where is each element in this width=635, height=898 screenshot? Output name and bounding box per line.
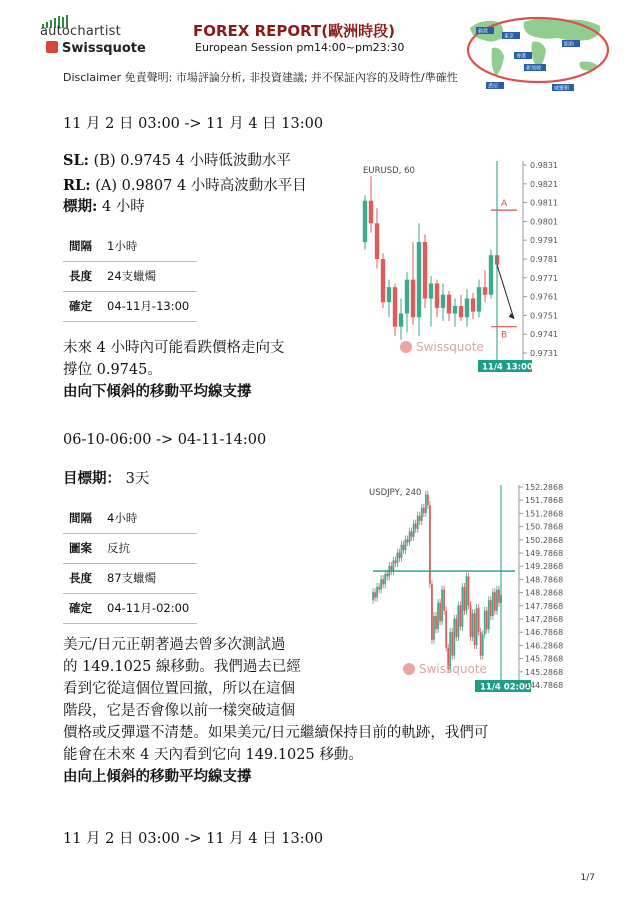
candle-body <box>405 280 409 314</box>
y-tick-label: 144.7868 <box>525 681 564 690</box>
table-key: 確定 <box>63 291 101 321</box>
y-tick-label: 146.7868 <box>525 628 564 638</box>
candle-body <box>384 574 386 585</box>
candle-body <box>417 516 419 529</box>
candle-body <box>437 603 439 629</box>
candle-body <box>439 603 441 621</box>
candle-body <box>393 287 397 326</box>
section1-info-table <box>63 231 197 322</box>
map-label-sydney: 悉尼 <box>488 83 499 90</box>
sl-line <box>63 150 291 172</box>
section3-date-range: 11 月 2 日 03:00 -> 11 月 4 日 13:00 <box>63 831 324 847</box>
candle-body <box>462 587 464 627</box>
candle-body <box>477 287 481 311</box>
candle-body <box>435 616 437 629</box>
candle-body <box>494 592 496 610</box>
y-tick-label: 147.2868 <box>525 615 564 624</box>
y-tick-label: 145.7868 <box>525 654 564 664</box>
table-value: 87支蠟燭 <box>101 563 197 593</box>
eurusd-chart <box>357 157 567 377</box>
candle-body <box>435 283 439 307</box>
candle-body <box>417 242 421 317</box>
table-row <box>63 563 197 593</box>
map-label-london: 倫敦 <box>478 28 489 35</box>
candle-body <box>401 545 403 558</box>
candle-body <box>459 306 463 317</box>
table-value: 24支蠟燭 <box>101 261 197 291</box>
table-row <box>63 533 197 563</box>
y-tick-label: 0.9751 <box>530 311 558 321</box>
candle-body <box>486 611 488 629</box>
section2-date-range: 06-10-06:00 -> 04-11-14:00 <box>63 432 267 448</box>
sl-text: (B) 0.9745 4 小時低波動水平 <box>89 153 291 169</box>
target-text: 3天 <box>121 471 150 487</box>
candle-body <box>478 608 480 632</box>
y-tick-label: 148.2868 <box>525 588 564 598</box>
candle-body <box>363 201 367 242</box>
candle-body <box>457 605 459 637</box>
candle-body <box>447 295 451 314</box>
time-label: 11/4 02:00 <box>480 682 531 693</box>
candle-body <box>474 613 476 645</box>
disclaimer: Disclaimer 免責聲明: 市場評論分析, 非投資建議; 并不保証內容的及時性/準確性 <box>63 71 458 84</box>
usdjpy-chart <box>365 481 580 694</box>
paragraph-line: 看到它從這個位置回撤，所以在這個 <box>63 681 295 697</box>
candle-body <box>415 524 417 529</box>
y-tick-label: 0.9771 <box>530 273 558 283</box>
level-marker-label: A <box>501 199 508 210</box>
candle-body <box>472 613 474 637</box>
map-label-singapore: 新加坡 <box>526 65 542 72</box>
candle-body <box>381 259 385 302</box>
y-tick-label: 0.9811 <box>530 198 558 208</box>
table-row <box>63 503 197 533</box>
chart-title: USDJPY, 240 <box>369 488 422 498</box>
candle-body <box>419 516 421 521</box>
candle-body <box>411 532 413 537</box>
candle-body <box>441 590 443 622</box>
y-tick-label: 0.9761 <box>530 292 558 302</box>
time-label: 11/4 13:00 <box>482 362 533 373</box>
candle-body <box>386 574 388 577</box>
section1-conclusion: 由向下傾斜的移動平均線支撐 <box>63 383 252 400</box>
world-sessions-map <box>462 10 614 92</box>
candle-body <box>387 287 391 302</box>
y-tick-label: 146.2868 <box>525 641 564 651</box>
candle-body <box>488 600 490 629</box>
candle-body <box>453 619 455 656</box>
paragraph-line: 階段，它是否會像以前一樣突破這個 <box>63 703 295 719</box>
y-tick-label: 145.2868 <box>525 667 564 677</box>
map-label-newyork: 紐約 <box>564 41 575 48</box>
y-tick-label: 149.2868 <box>525 562 564 572</box>
section2-conclusion: 由向上傾斜的移動平均線支撐 <box>63 768 252 785</box>
candle-body <box>482 634 484 655</box>
candle-body <box>372 592 374 600</box>
chart-title: EURUSD, 60 <box>363 166 415 176</box>
y-tick-label: 149.7868 <box>525 549 564 558</box>
report-title: FOREX REPORT(歐洲時段) <box>193 22 395 40</box>
candle-body <box>483 287 487 295</box>
autochartist-wordmark: autochartist <box>40 24 121 39</box>
map-label-tokyo: 東京 <box>504 33 515 40</box>
candle-body <box>492 592 494 616</box>
y-tick-label: 152.2868 <box>525 483 564 492</box>
candle-body <box>423 242 427 298</box>
watermark-text: Swissquote <box>419 662 487 676</box>
table-row <box>63 291 197 321</box>
candle-body <box>380 579 382 590</box>
table-key: 圖案 <box>63 533 101 563</box>
rl-text: (A) 0.9807 4 小時高波動水平目 <box>90 178 307 194</box>
candle-body <box>464 587 466 611</box>
section2-target-line <box>63 468 149 490</box>
candle-body <box>429 505 431 584</box>
y-tick-label: 151.2868 <box>525 509 564 519</box>
table-key: 間隔 <box>63 503 101 533</box>
swissquote-logo <box>46 41 146 56</box>
y-tick-label: 0.9741 <box>530 330 558 340</box>
candle-body <box>392 561 394 572</box>
table-value: 反抗 <box>101 533 197 563</box>
y-tick-label: 0.9781 <box>530 255 558 264</box>
candle-body <box>425 495 427 513</box>
candle-body <box>466 576 468 610</box>
table-row <box>63 593 197 623</box>
table-value: 04-11月-02:00 <box>101 593 197 623</box>
rl-label: RL: <box>63 177 91 194</box>
y-tick-label: 0.9731 <box>530 349 558 358</box>
candle-body <box>468 576 470 605</box>
target-label: 標期: <box>63 198 98 215</box>
y-tick-label: 151.7868 <box>525 496 564 506</box>
table-key: 確定 <box>63 593 101 623</box>
candle-body <box>374 592 376 597</box>
candle-body <box>399 314 403 327</box>
candle-body <box>459 605 461 626</box>
map-label-wellington: 威靈頓 <box>554 85 570 92</box>
candle-body <box>376 587 378 598</box>
candle-body <box>405 539 407 550</box>
report-subtitle: European Session pm14:00~pm23:30 <box>195 41 405 54</box>
candle-body <box>411 280 415 318</box>
swissquote-icon <box>46 41 58 53</box>
candle-body <box>403 545 405 550</box>
swissquote-wordmark: Swissquote <box>62 41 146 56</box>
y-tick-label: 147.7868 <box>525 601 564 611</box>
map-label-hongkong: 香港 <box>516 53 527 60</box>
candle-body <box>423 508 425 513</box>
candle-body <box>433 616 435 640</box>
paragraph-line: 的 149.1025 線移動。我們過去已經 <box>63 659 301 675</box>
candle-body <box>369 201 373 224</box>
candle-body <box>431 584 433 639</box>
table-key: 長度 <box>63 563 101 593</box>
candle-body <box>489 255 493 294</box>
y-tick-label: 148.7868 <box>525 575 564 585</box>
table-row <box>63 231 197 261</box>
candle-body <box>378 587 380 590</box>
candle-body <box>484 611 486 635</box>
candle-body <box>407 539 409 542</box>
section2-info-table <box>63 503 197 624</box>
page-number: 1/7 <box>580 873 595 883</box>
candle-body <box>451 632 453 656</box>
paragraph-line: 未來 4 小時內可能看跌價格走向支 <box>63 340 285 356</box>
candle-body <box>394 561 396 564</box>
rl-line <box>63 175 307 197</box>
report-header <box>0 0 635 95</box>
y-tick-label: 150.2868 <box>525 535 564 545</box>
candle-body <box>429 283 433 298</box>
table-value: 4小時 <box>101 503 197 533</box>
table-value: 1小時 <box>101 231 197 261</box>
candle-body <box>443 590 445 611</box>
candle-body <box>455 619 457 637</box>
candle-body <box>399 553 401 558</box>
target-label: 目標期： <box>63 470 121 487</box>
paragraph-line: 能會在未來 4 天內看到它向 149.1025 移動。 <box>63 747 363 763</box>
y-tick-label: 150.7868 <box>525 522 564 532</box>
candle-body <box>441 295 445 308</box>
sl-label: SL: <box>63 152 90 169</box>
candle-body <box>476 608 478 645</box>
paragraph-line: 價格或反彈還不清楚。如果美元/日元繼續保持目前的軌跡，我們可 <box>63 725 489 741</box>
candle-body <box>409 532 411 543</box>
table-value: 04-11月-13:00 <box>101 291 197 321</box>
target-line <box>63 196 145 218</box>
candle-body <box>390 566 392 571</box>
watermark-text: Swissquote <box>416 340 484 354</box>
section1-paragraph <box>63 337 284 403</box>
candle-body <box>445 611 447 648</box>
candle-body <box>375 223 379 259</box>
candle-body <box>465 298 469 317</box>
paragraph-line: 美元/日元正朝著過去曾多次測試過 <box>63 637 286 653</box>
candle-body <box>480 632 482 656</box>
y-tick-label: 0.9791 <box>530 236 558 246</box>
candle-body <box>471 298 475 311</box>
table-key: 長度 <box>63 261 101 291</box>
candle-body <box>427 495 429 506</box>
candle-body <box>421 508 423 521</box>
section1-date-range: 11 月 2 日 03:00 -> 11 月 4 日 13:00 <box>63 116 324 132</box>
target-text: 4 小時 <box>97 199 145 215</box>
candle-body <box>453 306 457 314</box>
y-tick-label: 0.9801 <box>530 217 558 227</box>
candle-body <box>470 605 472 637</box>
table-row <box>63 261 197 291</box>
y-tick-label: 0.9821 <box>530 179 558 189</box>
candle-body <box>382 579 384 584</box>
level-marker-label: B <box>501 330 508 341</box>
table-key: 間隔 <box>63 231 101 261</box>
candle-body <box>413 524 415 537</box>
candle-body <box>490 600 492 616</box>
candle-body <box>496 590 498 611</box>
paragraph-line: 撐位 0.9745。 <box>63 362 162 378</box>
y-tick-label: 0.9831 <box>530 161 558 170</box>
candle-body <box>397 553 399 564</box>
candle-body <box>498 590 500 603</box>
